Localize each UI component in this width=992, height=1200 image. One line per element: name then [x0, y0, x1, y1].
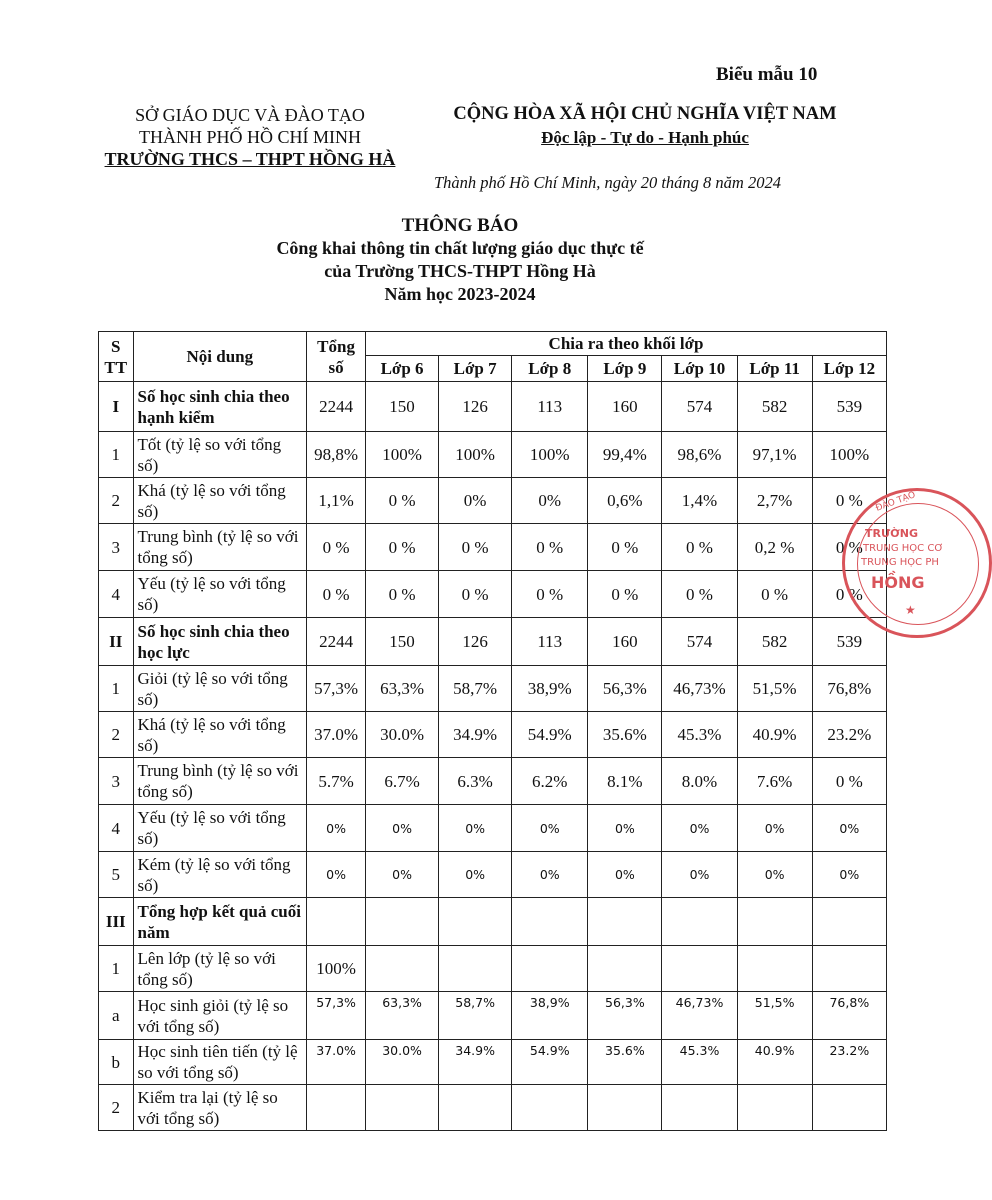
cell-stt: 1	[99, 946, 134, 992]
table-row	[99, 1040, 887, 1085]
cell-grade-value: 0 %	[366, 524, 439, 571]
cell-grade-value: 8.0%	[662, 758, 737, 805]
cell-stt: 4	[99, 571, 134, 618]
table-row	[99, 992, 887, 1040]
cell-grade-value	[662, 898, 737, 946]
cell-grade-value: 0%	[512, 478, 588, 524]
cell-grade-value: 6.7%	[366, 758, 439, 805]
cell-grade-value: 56,3%	[588, 992, 662, 1040]
agency-line-2: THÀNH PHỐ HỒ CHÍ MINH	[139, 127, 361, 147]
cell-content: Trung bình (tỷ lệ so với tổng số)	[133, 524, 307, 571]
header-grade: Lớp 6	[366, 356, 439, 382]
cell-grade-value	[512, 946, 588, 992]
title-line-1: THÔNG BÁO	[401, 215, 519, 236]
cell-total: 57,3%	[307, 666, 366, 712]
header-grade: Lớp 9	[588, 356, 662, 382]
cell-grade-value: 539	[812, 382, 886, 432]
cell-content: Trung bình (tỷ lệ so với tổng số)	[133, 758, 307, 805]
cell-grade-value: 0%	[812, 805, 886, 852]
cell-total: 0%	[307, 852, 366, 898]
school-name: TRƯỜNG THCS – THPT HỒNG HÀ	[104, 149, 396, 169]
cell-grade-value: 63,3%	[366, 992, 439, 1040]
table-row	[99, 478, 887, 524]
cell-grade-value: 0 %	[812, 478, 886, 524]
cell-grade-value: 0 %	[662, 524, 737, 571]
cell-grade-value	[439, 946, 512, 992]
cell-grade-value: 76,8%	[812, 992, 886, 1040]
cell-grade-value: 0 %	[662, 571, 737, 618]
cell-grade-value: 0%	[439, 805, 512, 852]
cell-grade-value: 0 %	[366, 478, 439, 524]
cell-grade-value: 23.2%	[812, 712, 886, 758]
cell-total: 1,1%	[307, 478, 366, 524]
cell-grade-value: 38,9%	[512, 992, 588, 1040]
cell-grade-value: 97,1%	[737, 432, 812, 478]
cell-content: Học sinh tiên tiến (tỷ lệ so với tổng số)	[133, 1040, 307, 1085]
header-total: Tổng số	[307, 332, 366, 382]
cell-grade-value: 0,6%	[588, 478, 662, 524]
cell-grade-value: 100%	[512, 432, 588, 478]
cell-grade-value: 0%	[512, 805, 588, 852]
cell-grade-value: 8.1%	[588, 758, 662, 805]
cell-grade-value	[439, 898, 512, 946]
cell-grade-value: 150	[366, 382, 439, 432]
national-motto: Độc lập - Tự do - Hạnh phúc	[541, 128, 749, 147]
cell-grade-value: 574	[662, 382, 737, 432]
cell-total: 98,8%	[307, 432, 366, 478]
cell-grade-value: 0 %	[366, 571, 439, 618]
table-row	[99, 946, 887, 992]
cell-grade-value: 0%	[366, 805, 439, 852]
cell-grade-value: 113	[512, 618, 588, 666]
cell-grade-value: 160	[588, 382, 662, 432]
cell-grade-value: 40.9%	[737, 1040, 812, 1085]
cell-stt: III	[99, 898, 134, 946]
header-stt: S TT	[99, 332, 134, 382]
table-row	[99, 618, 887, 666]
cell-content: Khá (tỷ lệ so với tổng số)	[133, 478, 307, 524]
cell-grade-value	[366, 946, 439, 992]
cell-stt: 3	[99, 524, 134, 571]
cell-content: Kém (tỷ lệ so với tổng số)	[133, 852, 307, 898]
cell-grade-value	[737, 898, 812, 946]
seal-text-2: TRUNG HỌC CƠ	[863, 543, 944, 554]
cell-grade-value	[737, 946, 812, 992]
cell-grade-value	[588, 1085, 662, 1131]
cell-grade-value: 46,73%	[662, 992, 737, 1040]
cell-total: 100%	[307, 946, 366, 992]
cell-grade-value: 54.9%	[512, 1040, 588, 1085]
cell-content: Giỏi (tỷ lệ so với tổng số)	[133, 666, 307, 712]
cell-grade-value	[366, 1085, 439, 1131]
cell-total: 2244	[307, 382, 366, 432]
header-content: Nội dung	[133, 332, 307, 382]
table-row	[99, 382, 887, 432]
cell-grade-value: 0%	[737, 852, 812, 898]
form-number: Biểu mẫu 10	[716, 64, 818, 85]
title-line-4: Năm học 2023-2024	[384, 284, 536, 304]
cell-grade-value: 99,4%	[588, 432, 662, 478]
table-row	[99, 712, 887, 758]
cell-total	[307, 898, 366, 946]
cell-grade-value: 34.9%	[439, 1040, 512, 1085]
cell-grade-value: 0%	[366, 852, 439, 898]
table-row	[99, 898, 887, 946]
table-row	[99, 524, 887, 571]
cell-total: 2244	[307, 618, 366, 666]
cell-grade-value: 51,5%	[737, 666, 812, 712]
cell-content: Số học sinh chia theo học lực	[133, 618, 307, 666]
cell-content: Số học sinh chia theo hạnh kiểm	[133, 382, 307, 432]
cell-grade-value: 0 %	[439, 571, 512, 618]
cell-grade-value	[737, 1085, 812, 1131]
cell-grade-value: 2,7%	[737, 478, 812, 524]
cell-total	[307, 1085, 366, 1131]
table-row	[99, 571, 887, 618]
cell-content: Yếu (tỷ lệ so với tổng số)	[133, 571, 307, 618]
cell-grade-value: 0%	[662, 852, 737, 898]
cell-stt: 2	[99, 1085, 134, 1131]
cell-grade-value: 0%	[812, 852, 886, 898]
cell-stt: II	[99, 618, 134, 666]
cell-grade-value	[812, 946, 886, 992]
cell-grade-value: 34.9%	[439, 712, 512, 758]
seal-star-icon: ★	[905, 603, 916, 617]
cell-grade-value: 126	[439, 382, 512, 432]
cell-grade-value: 51,5%	[737, 992, 812, 1040]
cell-content: Tốt (tỷ lệ so với tổng số)	[133, 432, 307, 478]
cell-grade-value	[812, 898, 886, 946]
cell-grade-value: 54.9%	[512, 712, 588, 758]
table-row	[99, 666, 887, 712]
cell-grade-value: 46,73%	[662, 666, 737, 712]
header-grade: Lớp 8	[512, 356, 588, 382]
cell-grade-value: 0%	[439, 852, 512, 898]
cell-grade-value	[588, 946, 662, 992]
agency-header	[60, 104, 440, 170]
cell-grade-value: 0 %	[588, 524, 662, 571]
cell-grade-value: 23.2%	[812, 1040, 886, 1085]
cell-total: 0%	[307, 805, 366, 852]
agency-line-1: SỞ GIÁO DỤC VÀ ĐÀO TẠO	[135, 105, 365, 125]
cell-grade-value: 0%	[588, 852, 662, 898]
cell-total: 0 %	[307, 524, 366, 571]
cell-grade-value: 0,2 %	[737, 524, 812, 571]
cell-grade-value: 6.3%	[439, 758, 512, 805]
cell-content: Khá (tỷ lệ so với tổng số)	[133, 712, 307, 758]
school-seal	[842, 488, 992, 638]
cell-stt: b	[99, 1040, 134, 1085]
cell-grade-value	[366, 898, 439, 946]
header-grade: Lớp 10	[662, 356, 737, 382]
national-header	[420, 102, 870, 150]
cell-grade-value: 1,4%	[662, 478, 737, 524]
cell-grade-value: 6.2%	[512, 758, 588, 805]
cell-stt: 1	[99, 432, 134, 478]
title-line-3: của Trường THCS-THPT Hồng Hà	[324, 261, 596, 281]
cell-content: Kiểm tra lại (tỷ lệ so với tổng số)	[133, 1085, 307, 1131]
cell-grade-value: 45.3%	[662, 712, 737, 758]
cell-grade-value: 0%	[588, 805, 662, 852]
cell-stt: 5	[99, 852, 134, 898]
cell-grade-value: 35.6%	[588, 712, 662, 758]
table-row	[99, 805, 887, 852]
cell-stt: 2	[99, 478, 134, 524]
cell-stt: 2	[99, 712, 134, 758]
quality-table	[98, 331, 887, 1131]
cell-grade-value: 0%	[737, 805, 812, 852]
cell-grade-value	[662, 1085, 737, 1131]
seal-text-4: HỒNG	[871, 573, 925, 592]
cell-grade-value: 0 %	[737, 571, 812, 618]
cell-grade-value: 0 %	[812, 571, 886, 618]
date-line: Thành phố Hồ Chí Minh, ngày 20 tháng 8 năm 2024	[434, 173, 781, 192]
title-line-2: Công khai thông tin chất lượng giáo dục thực tế	[276, 238, 644, 258]
cell-grade-value: 56,3%	[588, 666, 662, 712]
cell-grade-value: 0%	[439, 478, 512, 524]
header-grade-group: Chia ra theo khối lớp	[366, 332, 887, 356]
cell-grade-value: 98,6%	[662, 432, 737, 478]
cell-grade-value: 150	[366, 618, 439, 666]
cell-grade-value	[662, 946, 737, 992]
cell-total: 57,3%	[307, 992, 366, 1040]
cell-grade-value: 0 %	[588, 571, 662, 618]
cell-grade-value: 35.6%	[588, 1040, 662, 1085]
seal-text-3: TRUNG HỌC PH	[861, 557, 939, 568]
cell-content: Học sinh giỏi (tỷ lệ so với tổng số)	[133, 992, 307, 1040]
cell-grade-value: 58,7%	[439, 666, 512, 712]
cell-total: 37.0%	[307, 1040, 366, 1085]
cell-grade-value: 0 %	[812, 758, 886, 805]
cell-grade-value	[812, 1085, 886, 1131]
cell-grade-value: 160	[588, 618, 662, 666]
table-row	[99, 1085, 887, 1131]
cell-grade-value: 126	[439, 618, 512, 666]
cell-grade-value: 30.0%	[366, 712, 439, 758]
cell-grade-value: 0 %	[512, 571, 588, 618]
cell-grade-value: 100%	[366, 432, 439, 478]
cell-grade-value: 0 %	[512, 524, 588, 571]
national-title: CỘNG HÒA XÃ HỘI CHỦ NGHĨA VIỆT NAM	[453, 104, 837, 124]
cell-grade-value: 0%	[662, 805, 737, 852]
cell-grade-value	[439, 1085, 512, 1131]
cell-total: 5.7%	[307, 758, 366, 805]
cell-content: Tổng hợp kết quả cuối năm	[133, 898, 307, 946]
cell-grade-value: 574	[662, 618, 737, 666]
cell-grade-value: 30.0%	[366, 1040, 439, 1085]
cell-grade-value	[512, 898, 588, 946]
cell-grade-value: 7.6%	[737, 758, 812, 805]
cell-grade-value: 58,7%	[439, 992, 512, 1040]
seal-text-1: TRƯỜNG	[865, 527, 919, 540]
cell-grade-value: 582	[737, 618, 812, 666]
table-row	[99, 432, 887, 478]
cell-grade-value: 100%	[439, 432, 512, 478]
cell-grade-value: 40.9%	[737, 712, 812, 758]
cell-grade-value	[512, 1085, 588, 1131]
cell-grade-value: 0 %	[812, 524, 886, 571]
cell-stt: I	[99, 382, 134, 432]
header-grade: Lớp 11	[737, 356, 812, 382]
cell-grade-value: 76,8%	[812, 666, 886, 712]
seal-arc-text: ĐÀO TẠO	[874, 490, 917, 514]
cell-stt: 3	[99, 758, 134, 805]
cell-grade-value: 63,3%	[366, 666, 439, 712]
cell-stt: 1	[99, 666, 134, 712]
cell-grade-value	[588, 898, 662, 946]
cell-total: 37.0%	[307, 712, 366, 758]
cell-grade-value: 100%	[812, 432, 886, 478]
header-grade: Lớp 7	[439, 356, 512, 382]
cell-grade-value: 113	[512, 382, 588, 432]
table-row	[99, 852, 887, 898]
document-title	[150, 214, 770, 306]
cell-total: 0 %	[307, 571, 366, 618]
cell-grade-value: 0 %	[439, 524, 512, 571]
cell-stt: 4	[99, 805, 134, 852]
cell-grade-value: 0%	[512, 852, 588, 898]
cell-grade-value: 45.3%	[662, 1040, 737, 1085]
table-row	[99, 758, 887, 805]
header-grade: Lớp 12	[812, 356, 886, 382]
cell-grade-value: 582	[737, 382, 812, 432]
cell-grade-value: 38,9%	[512, 666, 588, 712]
cell-content: Yếu (tỷ lệ so với tổng số)	[133, 805, 307, 852]
cell-grade-value: 539	[812, 618, 886, 666]
cell-stt: a	[99, 992, 134, 1040]
cell-content: Lên lớp (tỷ lệ so với tổng số)	[133, 946, 307, 992]
